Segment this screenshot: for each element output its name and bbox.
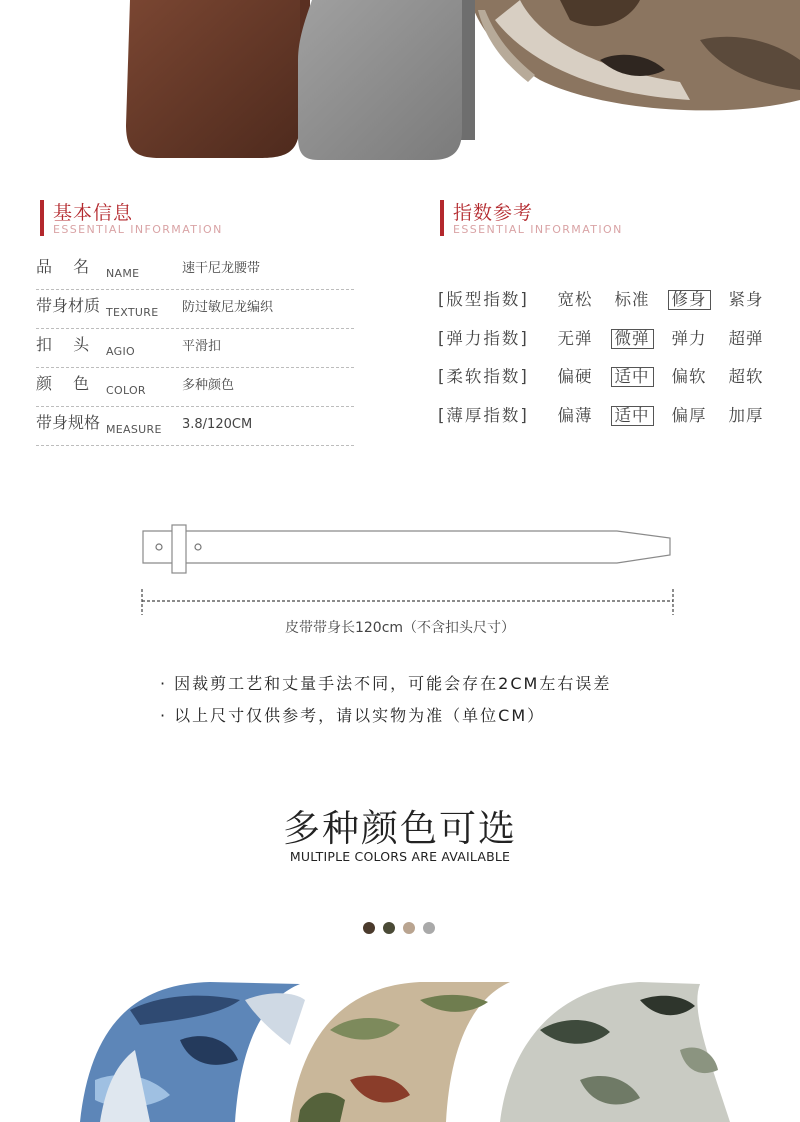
info-label-en: NAME [106, 267, 140, 280]
index-option: 标准 [614, 290, 650, 309]
info-label: 带身材质 [36, 296, 101, 315]
info-value: 3.8/120CM [182, 417, 253, 432]
info-label: 品 名 [36, 257, 90, 276]
index-option: 超弹 [728, 329, 764, 348]
basic-info-subtitle: ESSENTIAL INFORMATION [53, 223, 223, 236]
color-swatch-grey [423, 922, 435, 934]
belt-length-diagram [135, 515, 680, 615]
note-tolerance: · 因裁剪工艺和丈量手法不同，可能会存在2CM左右误差 [160, 674, 612, 693]
index-ref-accent-bar [440, 200, 444, 236]
info-label-en: TEXTURE [106, 306, 159, 319]
index-name: [薄厚指数] [438, 406, 529, 425]
index-row-softness [438, 358, 778, 396]
index-option-selected: 修身 [660, 281, 718, 319]
info-row-measure [36, 406, 354, 446]
camo-strap [470, 0, 800, 110]
info-value: 防过敏尼龙编织 [182, 300, 274, 315]
info-value: 多种颜色 [182, 378, 235, 393]
index-option: 偏厚 [671, 406, 707, 425]
info-label: 带身规格 [36, 413, 101, 432]
grey-buckle [298, 0, 475, 160]
index-option: 无弹 [557, 329, 593, 348]
belt-length-label: 皮带带身长120cm（不含扣头尺寸） [284, 620, 516, 636]
info-value: 平滑扣 [182, 339, 222, 354]
note-reference: · 以上尺寸仅供参考，请以实物为准（单位CM） [160, 706, 546, 725]
index-row-elasticity [438, 320, 778, 358]
index-ref-subtitle: ESSENTIAL INFORMATION [453, 223, 623, 236]
blue-camo-belt [80, 982, 305, 1122]
index-name: [柔软指数] [438, 367, 529, 386]
index-option: 宽松 [557, 290, 593, 309]
info-label-en: AGIO [106, 345, 135, 358]
index-option: 加厚 [728, 406, 764, 425]
product-hero-image [0, 0, 800, 180]
index-row-fit [438, 281, 778, 319]
info-row-name [36, 250, 354, 290]
info-row-color [36, 367, 354, 407]
index-option: 偏薄 [557, 406, 593, 425]
index-option-selected: 微弹 [603, 320, 661, 358]
info-label-en: MEASURE [106, 423, 162, 436]
info-row-buckle [36, 328, 354, 368]
basic-info-title: 基本信息 [53, 202, 134, 224]
index-option: 紧身 [728, 290, 764, 309]
colors-title: 多种颜色可选 [283, 807, 517, 850]
index-name: [版型指数] [438, 290, 529, 309]
index-ref-title: 指数参考 [453, 202, 534, 224]
basic-info-accent-bar [40, 200, 44, 236]
info-row-texture [36, 289, 354, 329]
grey-camo-belt [500, 982, 730, 1122]
info-value: 速干尼龙腰带 [182, 261, 261, 276]
index-option: 超软 [728, 367, 764, 386]
colors-subtitle: MULTIPLE COLORS ARE AVAILABLE [289, 849, 511, 864]
color-swatch-dark-brown [363, 922, 375, 934]
index-option: 弹力 [671, 329, 707, 348]
index-option-selected: 适中 [603, 397, 661, 435]
info-label: 扣 头 [36, 335, 90, 354]
woodland-camo-belt [290, 982, 510, 1122]
camo-belts-image [0, 970, 800, 1122]
color-swatch-olive [383, 922, 395, 934]
color-swatch-tan [403, 922, 415, 934]
index-option: 偏硬 [557, 367, 593, 386]
info-label: 颜 色 [36, 374, 90, 393]
brown-buckle [126, 0, 310, 158]
index-option-selected: 适中 [603, 358, 661, 396]
index-option: 偏软 [671, 367, 707, 386]
index-row-thickness [438, 397, 778, 435]
index-name: [弹力指数] [438, 329, 529, 348]
info-label-en: COLOR [106, 384, 146, 397]
